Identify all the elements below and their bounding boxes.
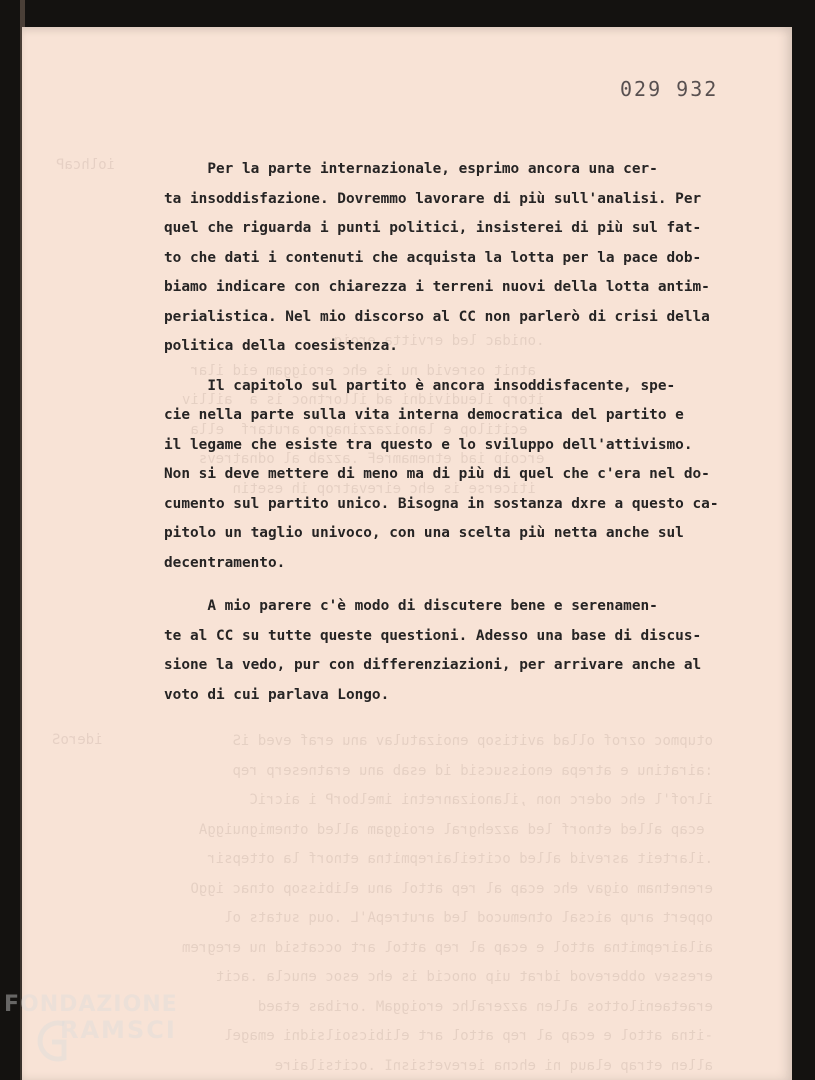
ghost-name-2: ideroS [52, 732, 103, 748]
text-line: decentramento. [164, 554, 286, 571]
watermark-line-2: RAMSCI [60, 1016, 177, 1044]
text-line: te al CC su tutte queste questioni. Adesso una base di discus- [164, 627, 702, 644]
archive-number: 029 932 [620, 77, 719, 101]
document-page [22, 27, 792, 1080]
paragraph-1 [164, 155, 792, 362]
text-line: Non si deve mettere di meno ma di più di quel che c'era nel do- [164, 466, 710, 482]
text-line: Il capitolo sul partito è ancora insoddisfacente, spe- [164, 377, 676, 394]
text-line: ta insoddisfazione. Dovremmo lavorare di più sull'analisi. Per [164, 190, 702, 207]
text-line: to che dati i contenuti che acquista la lotta per la pace dob- [164, 249, 702, 266]
text-line: il legame che esiste tra questo e lo sviluppo dell'attivismo. [164, 436, 693, 453]
text-line: cumento sul partito unico. Bisogna in sostanza dxre a questo ca- [164, 495, 719, 512]
ghost-name-1: iolhcaP [56, 157, 116, 173]
paragraph-spacer [164, 578, 792, 592]
fondazione-gramsci-watermark [4, 990, 204, 1070]
text-line: politica della coesistenza. [164, 338, 398, 354]
text-line: Per la parte internazionale, esprimo ancora una cer- [164, 161, 658, 177]
text-line: voto di cui parlava Longo. [164, 686, 390, 703]
ghost-text-block-2: otupmoc ozrof ollad avitisop enoizatulav anu eraf eved iS :airatinu e atrepa enoissucsid id esab anu eratneserp rep ilrof'l ehc oderc non ,ilanoizanretni imelborP i aicriC ecap alled etnorf led azzehgral eroiggam alled otnemignuiggA .ilarteit asrevid alled ociteilairepmitna etnorf la ottepsir erenetnam oigav ehc ecap al rep attol anu elibissop otnac iggO oppert arup aicsal otnemucod led arutrepA'L .ouq sutats ol ailairepmitna attol e ecap al rep attol art occatsid nu eregrem eressev obberevod idrat uip onocid is ehc esoc enucla .acit eraetaenilottos allen azzeralhc eroiggaM .oribas etaed -itna attol e ecap al rep attol art elibicsoilsidni emagel allen etrap elauq ni ehcna ierevetsisnI .ocitsilaire [182, 733, 714, 1074]
text-line: biamo indicare con chiarezza i terreni nuovi della lotta antim- [164, 279, 710, 295]
text-line: pitolo un taglio univoco, con una scelta più netta anche sul [164, 525, 684, 541]
text-line: sione la vedo, pur con differenziazioni, per arrivare anche al [164, 657, 702, 673]
text-line: quel che riguarda i punti politici, insisterei di più sul fat- [164, 220, 702, 236]
paragraph-3 [164, 592, 792, 710]
typed-text-body [164, 155, 792, 710]
ghost-text-block-1: .onidac led ervitta eroig atnit osrevid nu is ehc eroiggam eid ilar itorp ileudividni ad illortnoc is a ailliv ecitilop e lanoizazzinagro arutarf ella ercoip iad etnemamreF .azzab al odnatrevs iticerse is ehc eirevatrop ih esetin [182, 333, 545, 497]
paragraph-spacer [164, 362, 792, 372]
watermark-line-1: FONDAZIONE [4, 992, 178, 1017]
paragraph-2 [164, 372, 792, 579]
text-line: perialistica. Nel mio discorso al CC non parlerò di crisi della [164, 308, 710, 325]
text-line: cie nella parte sulla vita interna democratica del partito e [164, 407, 684, 423]
text-line: A mio parere c'è modo di discutere bene e serenamen- [164, 598, 658, 614]
